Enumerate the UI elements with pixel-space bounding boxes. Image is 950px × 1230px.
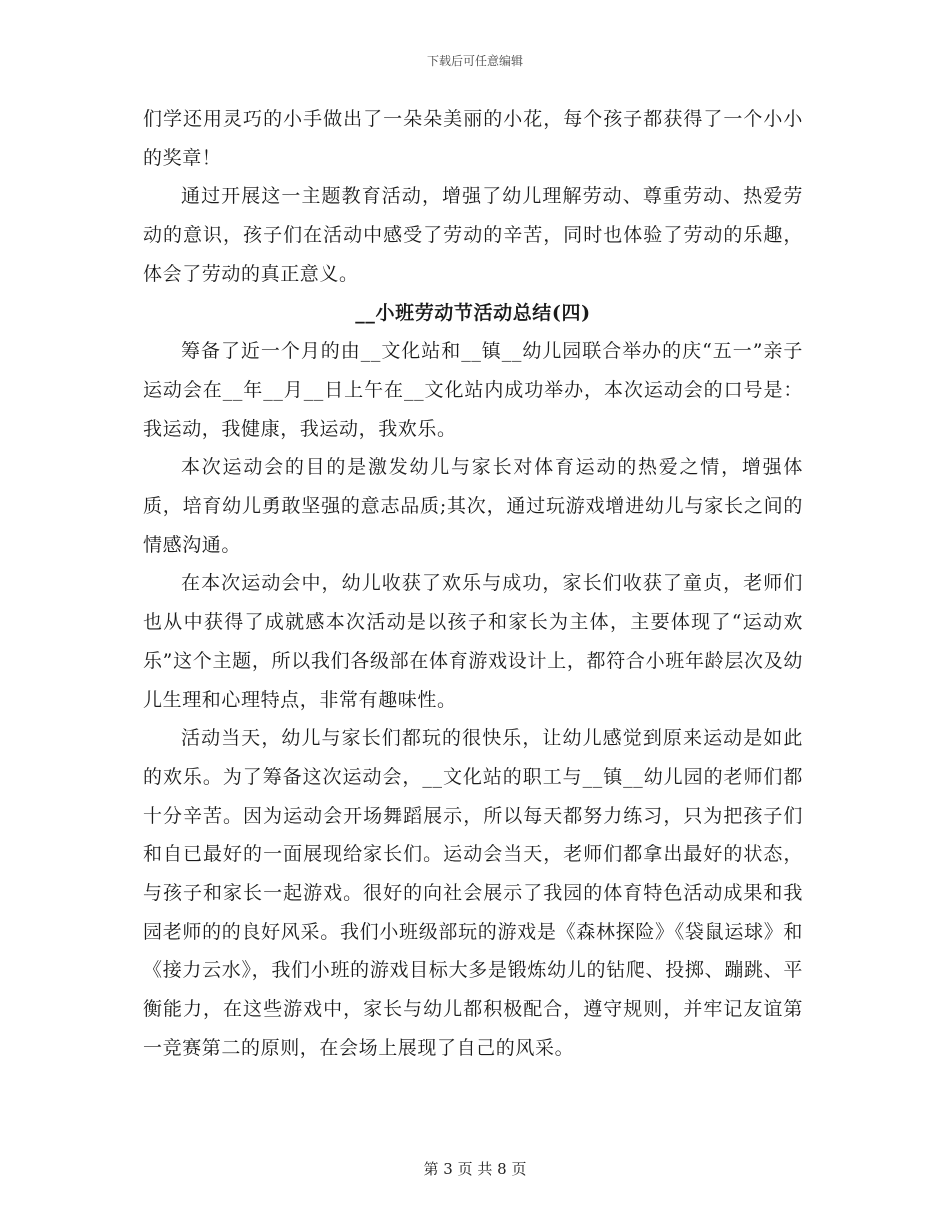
paragraph-intro: 筹备了近一个月的由__文化站和__镇__幼儿园联合举办的庆“五一”亲子运动会在__年__月__日上午在__文化站内成功举办，本次运动会的口号是：我运动，我健康，我运动，我欢乐。 bbox=[143, 340, 803, 440]
paragraph-event-day: 活动当天，幼儿与家长们都玩的很快乐，让幼儿感觉到原来运动是如此的欢乐。为了筹备这次运动会，__文化站的职工与__镇__幼儿园的老师们都十分辛苦。因为运动会开场舞蹈展示，所以每天都努力练习，只为把孩子们和自已最好的一面展现给家长们。运动会当天，老师们都拿出最好的状态，与孩子和家长一起游戏。很好的向社会展示了我园的体育特色活动成果和我园老师的的良好风采。我们小班级部玩的游戏是《森林探险》《袋鼠运球》和《接力云水》，我们小班的游戏目标大多是锻炼幼儿的钻爬、投掷、蹦跳、平衡能力，在这些游戏中，家长与幼儿都积极配合，遵守规则，并牢记友谊第一竞赛第二的原则，在会场上展现了自己的风采。 bbox=[143, 727, 803, 1059]
page-header-note: 下载后可任意编辑 bbox=[426, 54, 523, 68]
paragraph-summary: 通过开展这一主题教育活动，增强了幼儿理解劳动、尊重劳动、热爱劳动的意识，孩子们在活动中感受了劳动的辛苦，同时也体验了劳动的乐趣，体会了劳动的真正意义。 bbox=[143, 185, 803, 285]
document-body bbox=[143, 100, 803, 1068]
paragraph-outcome: 在本次运动会中，幼儿收获了欢乐与成功，家长们收获了童贞，老师们也从中获得了成就感本次活动是以孩子和家长为主体，主要体现了“运动欢乐”这个主题，所以我们各级部在体育游戏设计上，都符合小班年龄层次及幼儿生理和心理特点，非常有趣味性。 bbox=[143, 572, 803, 711]
section-heading: __小班劳动节活动总结(四) bbox=[355, 301, 591, 324]
paragraph-continuation: 们学还用灵巧的小手做出了一朵朵美丽的小花，每个孩子都获得了一个小小的奖章！ bbox=[143, 108, 803, 169]
page-number: 第 3 页 共 8 页 bbox=[423, 1160, 527, 1178]
paragraph-purpose: 本次运动会的目的是激发幼儿与家长对体育运动的热爱之情，增强体质，培育幼儿勇敢坚强的意志品质;其次，通过玩游戏增进幼儿与家长之间的情感沟通。 bbox=[143, 456, 803, 556]
